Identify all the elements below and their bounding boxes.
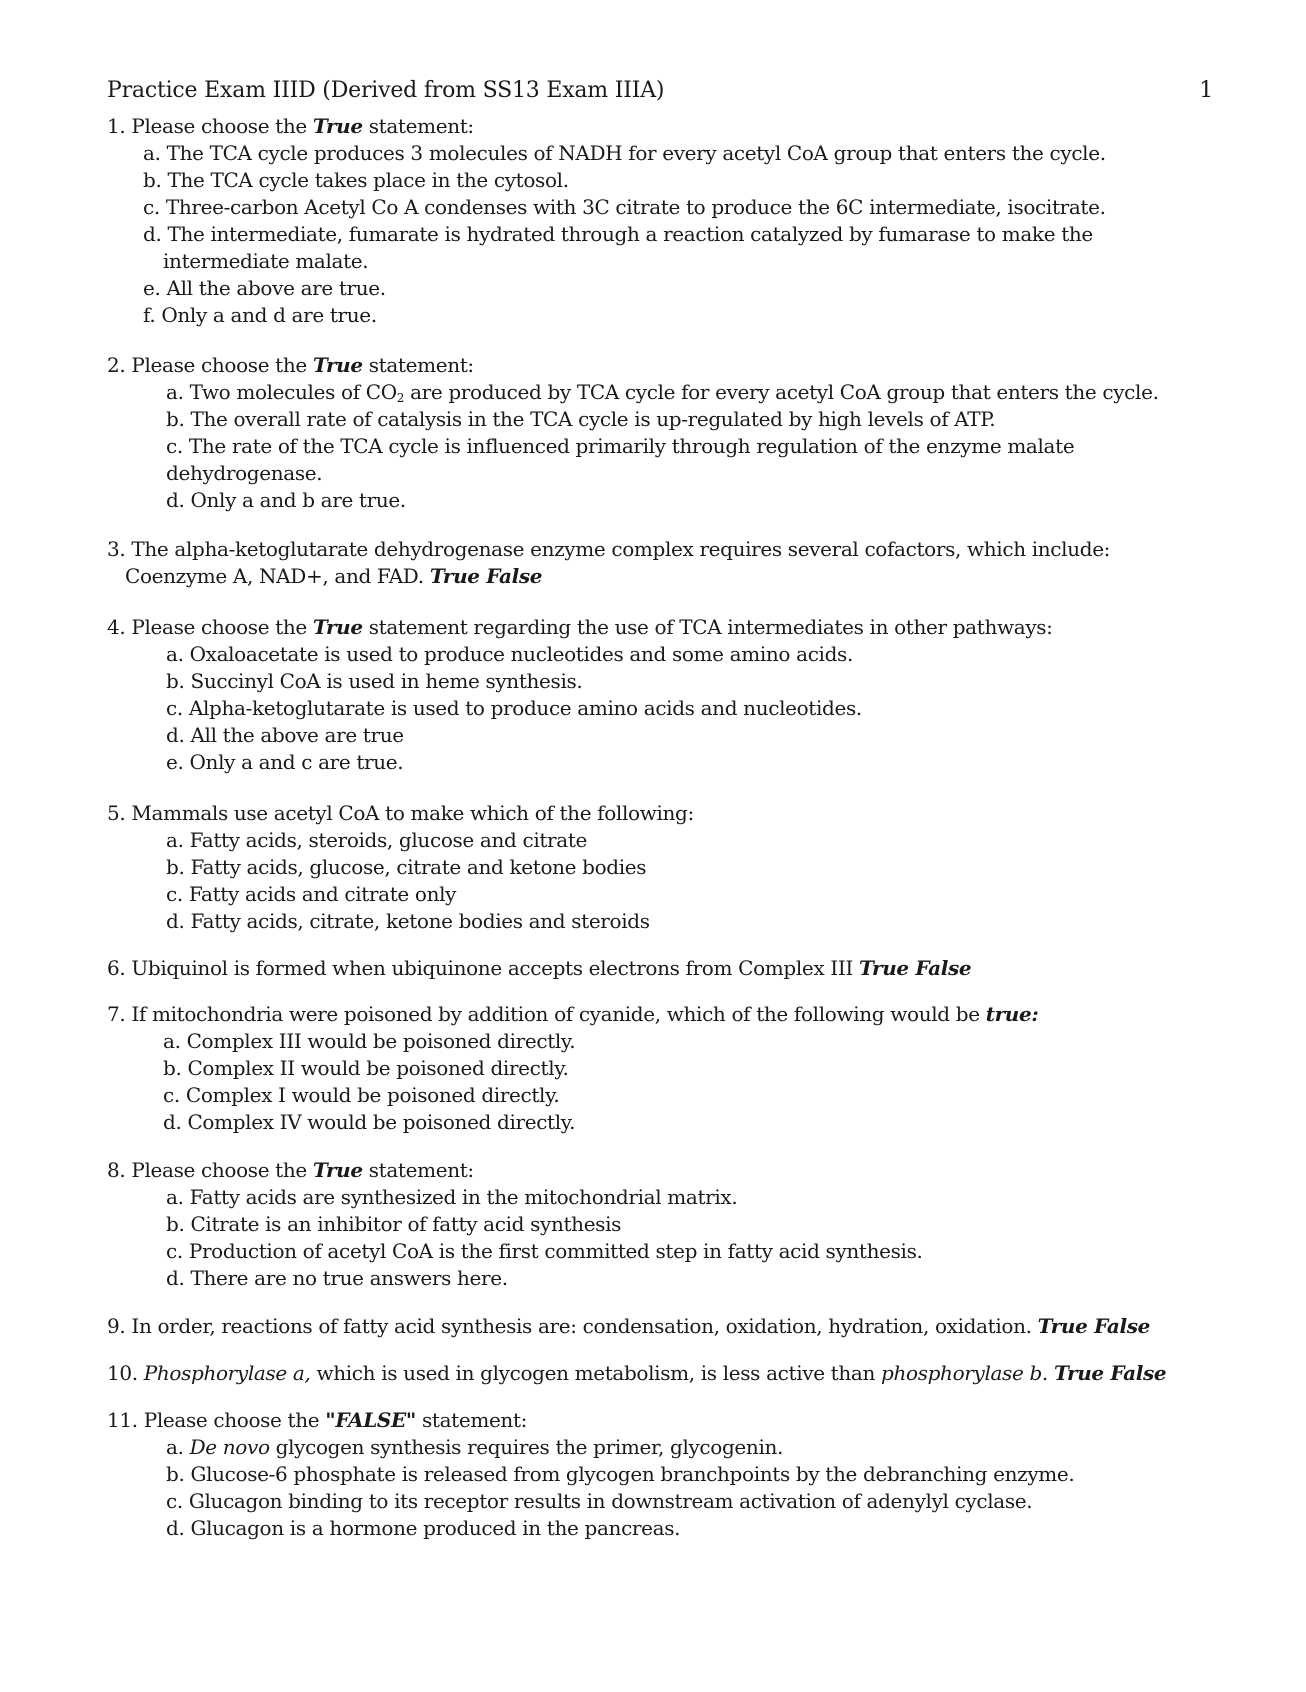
option-d: d. Fatty acids, citrate, ketone bodies and steroids	[166, 909, 650, 933]
question-3	[107, 536, 1217, 590]
true-false-choice: True False	[858, 956, 972, 980]
option-d: d. Only a and b are true.	[166, 488, 406, 512]
true-false-choice: True False	[1053, 1361, 1167, 1385]
option-d-continued: intermediate malate.	[163, 249, 369, 273]
option-b: b. Complex II would be poisoned directly.	[163, 1056, 569, 1080]
question-stem: 10. Phosphorylase a, which is used in glycogen metabolism, is less active than phosphorylase b. True False	[107, 1361, 1167, 1385]
question-4	[107, 614, 1217, 776]
option-b: b. The TCA cycle takes place in the cytosol.	[143, 168, 569, 192]
option-c-continued: dehydrogenase.	[166, 461, 323, 485]
question-9	[107, 1313, 1217, 1340]
document-title: Practice Exam IIID (Derived from SS13 Exam IIIA)	[107, 78, 665, 103]
question-stem: 6. Ubiquinol is formed when ubiquinone accepts electrons from Complex III True False	[107, 956, 972, 980]
option-f: f. Only a and d are true.	[143, 303, 377, 327]
question-stem-continued: Coenzyme A, NAD+, and FAD. True False	[125, 564, 543, 588]
option-a: a. Fatty acids, steroids, glucose and citrate	[166, 828, 588, 852]
option-a: a. Fatty acids are synthesized in the mitochondrial matrix.	[166, 1185, 738, 1209]
question-5	[107, 800, 1217, 935]
question-7	[107, 1001, 1217, 1136]
question-stem: 11. Please choose the "FALSE" statement:	[107, 1408, 528, 1432]
true-false-choice: True False	[1037, 1314, 1150, 1338]
option-b: b. Succinyl CoA is used in heme synthesis.	[166, 669, 583, 693]
page-header	[107, 78, 1213, 108]
question-stem: 9. In order, reactions of fatty acid synthesis are: condensation, oxidation, hydration, oxidation. True False	[107, 1314, 1150, 1338]
option-c: c. Glucagon binding to its receptor results in downstream activation of adenylyl cyclase.	[166, 1489, 1033, 1513]
option-a: a. The TCA cycle produces 3 molecules of NADH for every acetyl CoA group that enters the cycle.	[143, 141, 1106, 165]
option-a: a. Complex III would be poisoned directly.	[163, 1029, 576, 1053]
option-c: c. Complex I would be poisoned directly.	[163, 1083, 560, 1107]
question-stem: 5. Mammals use acetyl CoA to make which of the following:	[107, 801, 694, 825]
option-a: a. Two molecules of $CO_2$ are produced by TCA cycle for every acetyl CoA group that enters the cycle.	[166, 380, 1159, 405]
question-stem: 8. Please choose the True statement:	[107, 1158, 474, 1182]
option-e: e. Only a and c are true.	[166, 750, 404, 774]
option-c: c. Fatty acids and citrate only	[166, 882, 457, 906]
option-c: c. Production of acetyl CoA is the first committed step in fatty acid synthesis.	[166, 1239, 923, 1263]
question-8	[107, 1157, 1217, 1292]
option-b: b. Citrate is an inhibitor of fatty acid synthesis	[166, 1212, 622, 1236]
question-10	[107, 1360, 1217, 1387]
question-stem: 4. Please choose the True statement regarding the use of TCA intermediates in other pathways:	[107, 615, 1053, 639]
question-1	[107, 113, 1217, 329]
option-a: a. De novo glycogen synthesis requires the primer, glycogenin.	[166, 1435, 784, 1459]
true-false-choice: True False	[429, 564, 543, 588]
question-stem: 3. The alpha-ketoglutarate dehydrogenase enzyme complex requires several cofactors, which include:	[107, 537, 1111, 561]
question-stem: 7. If mitochondria were poisoned by addition of cyanide, which of the following would be true:	[107, 1002, 1039, 1026]
page-number: 1	[1199, 78, 1213, 103]
option-d: d. The intermediate, fumarate is hydrated through a reaction catalyzed by fumarase to make the	[143, 222, 1093, 246]
question-stem: 1. Please choose the True statement:	[107, 114, 474, 138]
option-b: b. Fatty acids, glucose, citrate and ketone bodies	[166, 855, 647, 879]
option-b: b. Glucose-6 phosphate is released from glycogen branchpoints by the debranching enzyme.	[166, 1462, 1075, 1486]
question-2	[107, 352, 1217, 514]
question-stem: 2. Please choose the True statement:	[107, 353, 474, 377]
option-d: d. Complex IV would be poisoned directly.	[163, 1110, 576, 1134]
option-e: e. All the above are true.	[143, 276, 386, 300]
option-c: c. Alpha-ketoglutarate is used to produce amino acids and nucleotides.	[166, 696, 862, 720]
question-11	[107, 1407, 1217, 1542]
option-c: c. The rate of the TCA cycle is influenced primarily through regulation of the enzyme malate	[166, 434, 1075, 458]
question-6	[107, 955, 1217, 982]
option-b: b. The overall rate of catalysis in the TCA cycle is up-regulated by high levels of ATP.	[166, 407, 996, 431]
option-c: c. Three-carbon Acetyl Co A condenses with 3C citrate to produce the 6C intermediate, isocitrate.	[143, 195, 1106, 219]
option-d: d. All the above are true	[166, 723, 404, 747]
option-d: d. There are no true answers here.	[166, 1266, 508, 1290]
option-a: a. Oxaloacetate is used to produce nucleotides and some amino acids.	[166, 642, 853, 666]
option-d: d. Glucagon is a hormone produced in the pancreas.	[166, 1516, 681, 1540]
